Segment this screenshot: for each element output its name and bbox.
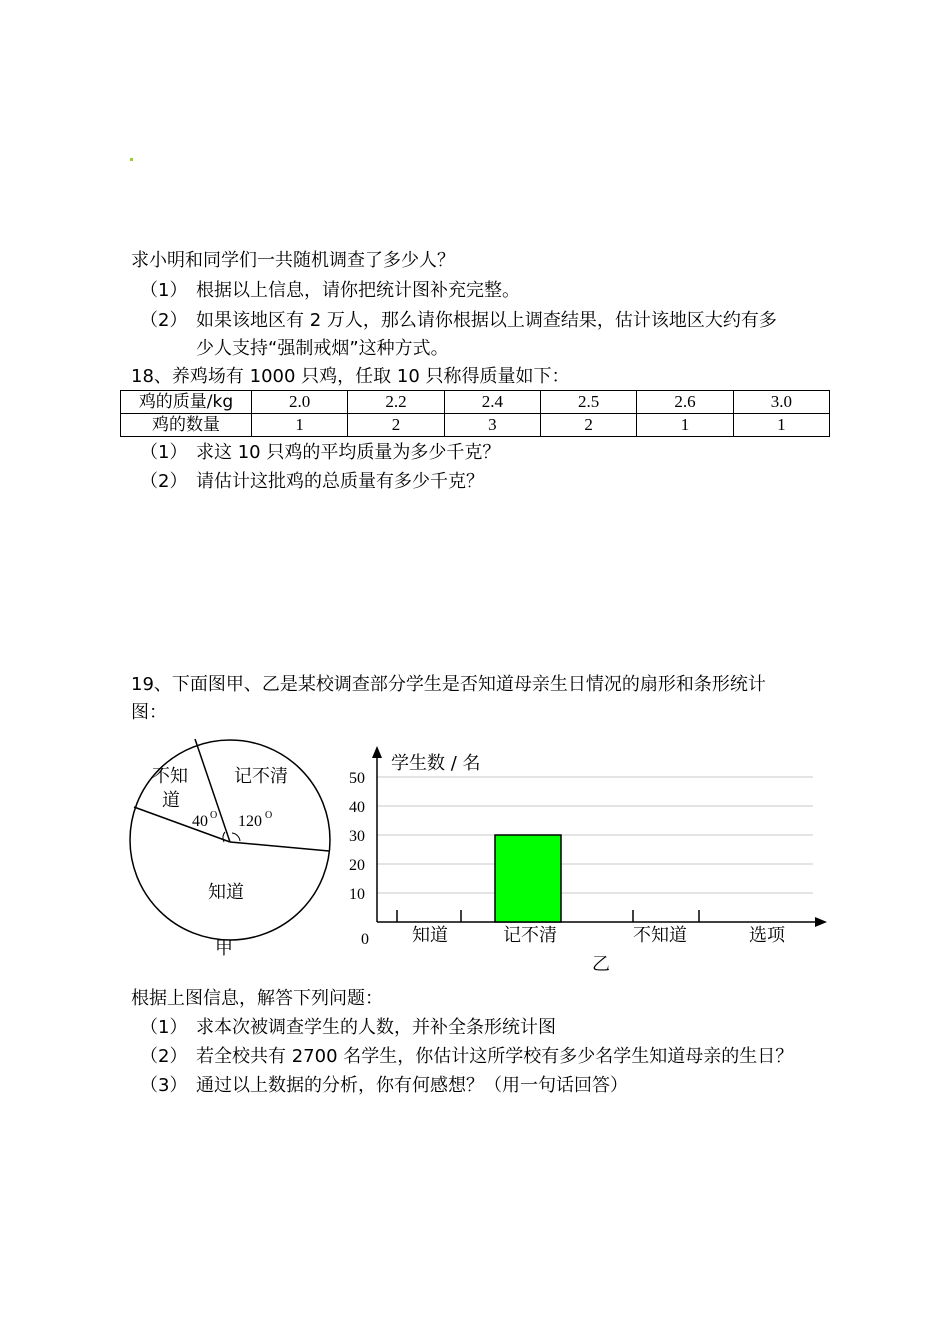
q17-item1-num: （1） (140, 280, 188, 301)
q19-item1-num: （1） (140, 1017, 188, 1038)
pie-label-know: 知道 (208, 882, 244, 903)
q19-item2-text: 若全校共有 2700 名学生，你估计这所学校有多少名学生知道母亲的生日？ (196, 1046, 794, 1067)
q17-item1-text: 根据以上信息，请你把统计图补充完整。 (196, 280, 520, 301)
mass-cell: 2.5 (540, 391, 636, 414)
angle-label-120: 120 (238, 813, 262, 830)
decorative-dot (130, 158, 133, 161)
table-row (121, 391, 830, 414)
row1-label: 鸡的质量/kg (121, 391, 252, 414)
y-tick-label: 40 (349, 799, 365, 816)
count-cell: 1 (252, 414, 348, 437)
pie-caption: 甲 (215, 938, 233, 959)
row2-label: 鸡的数量 (121, 414, 252, 437)
y-axis-label: 学生数 / 名 (391, 753, 481, 774)
q18-item1-text: 求这 10 只鸡的平均质量为多少千克？ (196, 442, 501, 463)
chicken-table (120, 390, 830, 437)
q19-item3-text: 通过以上数据的分析，你有何感想？（用一句话回答） (196, 1075, 628, 1096)
origin-label: 0 (361, 931, 369, 948)
category-label-dont-know: 不知道 (633, 925, 687, 946)
q17-item2-text-cont: 少人支持“强制戒烟”这种方式。 (196, 338, 449, 359)
q18-item2-num: （2） (140, 471, 188, 492)
x-axis-label: 选项 (749, 925, 785, 946)
count-cell: 2 (348, 414, 444, 437)
count-cell: 3 (444, 414, 540, 437)
category-label-know: 知道 (412, 925, 448, 946)
x-axis-arrow (815, 917, 827, 927)
count-cell: 1 (733, 414, 829, 437)
q18-item1-num: （1） (140, 442, 188, 463)
degree-mark: O (210, 810, 218, 821)
pie-chart (120, 730, 340, 970)
q19-item2-num: （2） (140, 1046, 188, 1067)
mass-cell: 2.2 (348, 391, 444, 414)
q17-intro: 求小明和同学们一共随机调查了多少人？ (131, 250, 455, 271)
q19-after: 根据上图信息，解答下列问题： (131, 988, 383, 1009)
y-tick-label: 10 (349, 886, 365, 903)
bar-caption: 乙 (592, 954, 610, 975)
count-cell: 2 (540, 414, 636, 437)
mass-cell: 3.0 (733, 391, 829, 414)
mass-cell: 2.4 (444, 391, 540, 414)
q17-item2-num: （2） (140, 310, 188, 331)
q19-title-line2: 图： (131, 702, 167, 723)
pie-label-dont-know-2: 道 (162, 790, 180, 811)
degree-mark: O (265, 810, 273, 821)
pie-label-dont-know: 不知 (152, 766, 188, 787)
category-label-forgot: 记不清 (503, 925, 557, 946)
q18-item2-text: 请估计这批鸡的总质量有多少千克？ (196, 471, 484, 492)
y-tick-label: 50 (349, 770, 365, 787)
angle-label-40: 40 (192, 813, 208, 830)
mass-cell: 2.0 (252, 391, 348, 414)
y-tick-label: 30 (349, 828, 365, 845)
y-axis-arrow (372, 746, 382, 758)
q19-item3-num: （3） (140, 1075, 188, 1096)
q19-item1-text: 求本次被调查学生的人数，并补全条形统计图 (196, 1017, 556, 1038)
pie-divider (230, 842, 329, 851)
q19-title-line1: 19、下面图甲、乙是某校调查部分学生是否知道母亲生日情况的扇形和条形统计 (131, 674, 766, 695)
pie-label-forgot: 记不清 (234, 766, 288, 787)
y-tick-label: 20 (349, 857, 365, 874)
angle-arc (232, 833, 240, 841)
q17-item2-text: 如果该地区有 2 万人，那么请你根据以上调查结果，估计该地区大约有多 (196, 310, 777, 331)
table-row (121, 414, 830, 437)
mass-cell: 2.6 (637, 391, 733, 414)
bar-1 (495, 835, 561, 922)
q18-title: 18、养鸡场有 1000 只鸡，任取 10 只称得质量如下： (131, 366, 570, 387)
count-cell: 1 (637, 414, 733, 437)
bar-chart (335, 740, 835, 980)
